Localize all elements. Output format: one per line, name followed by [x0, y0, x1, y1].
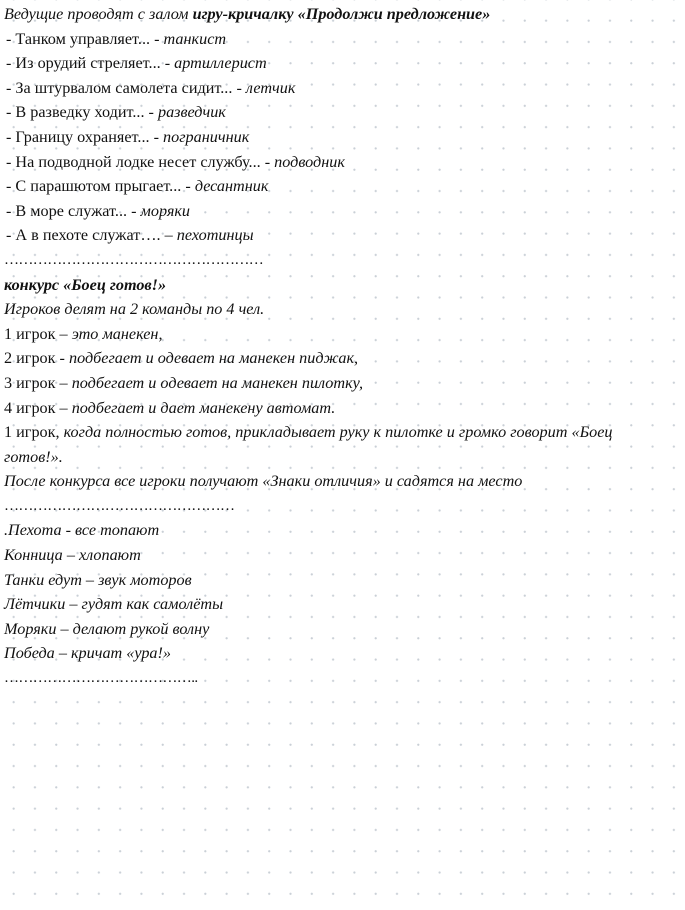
game-answer: разведчик [157, 103, 226, 122]
player-action: когда полностью готов, прикладывает руку к пилотке и громко говорит «Боец готов!». [4, 423, 613, 466]
game-question: - Из орудий стреляет... - [6, 54, 175, 73]
intro-game-name: игру-кричалку «Продолжи предложение» [192, 5, 491, 23]
game-question: - За штурвалом самолета сидит... - [6, 78, 246, 97]
chant-line: .Пехота - все топают [4, 521, 160, 540]
game-question: - А в пехоте служат…. – [6, 226, 177, 245]
player-number: 1 игрок, [4, 423, 64, 442]
chant-line: Танки едут – звук моторов [4, 570, 192, 589]
game-question: - В разведку ходит... - [6, 103, 158, 122]
chant-line: Лётчики – гудят как самолёты [4, 595, 224, 614]
game-answer: летчик [245, 78, 296, 97]
game-answer: танкист [163, 29, 227, 48]
game-line [4, 125, 680, 150]
separator-dots: ………………………………………… [4, 497, 235, 514]
player-number: 2 игрок [4, 349, 60, 368]
player-line [4, 396, 680, 421]
contest-after: После конкурса все игроки получают «Знаки отличия» и садятся на место [4, 472, 523, 491]
game-question: - Танком управляет... - [6, 29, 164, 48]
game-answer: десантник [194, 177, 269, 196]
separator-dots: ………………………………….. [4, 670, 198, 687]
game-line [4, 174, 680, 199]
game-answer: подводник [274, 152, 345, 171]
player-action: – подбегает и одевает на манекен пилотку, [55, 373, 364, 392]
game-line [4, 51, 680, 76]
game-question: - В море служат... - [6, 201, 141, 220]
player-line [4, 371, 680, 396]
document-body [4, 2, 680, 691]
chant-line: Моряки – делают рукой волну [4, 619, 210, 638]
game-line [4, 76, 680, 101]
player-line [4, 322, 680, 347]
game-line [4, 100, 680, 125]
game-question: - С парашютом прыгает... - [6, 177, 195, 196]
game-line [4, 150, 680, 175]
game-question: - На подводной лодке несет службу... - [6, 152, 275, 171]
game-answer: пограничник [163, 127, 250, 146]
game-line [4, 27, 680, 52]
player-number: 4 игрок [4, 398, 56, 417]
game-line [4, 199, 680, 224]
game-answer: пехотинцы [176, 226, 254, 245]
contest-title: конкурс «Боец готов!» [4, 275, 167, 294]
intro-line [4, 2, 680, 27]
player-action: - подбегает и одевает на манекен пиджак, [59, 349, 359, 368]
player-action: – подбегает и дает манекену автомат. [55, 398, 336, 417]
separator-dots: ……………………………………………… [4, 251, 264, 268]
game-line [4, 223, 680, 248]
player-number: 1 игрок [4, 324, 56, 343]
final-player-line [4, 420, 672, 469]
chant-line: Победа – кричат «ура!» [4, 644, 172, 663]
player-number: 3 игрок [4, 373, 56, 392]
chant-line: Конница – хлопают [4, 546, 141, 565]
game-answer: артиллерист [174, 54, 267, 73]
contest-teams: Игроков делят на 2 команды по 4 чел. [4, 300, 265, 319]
game-question: - Границу охраняет... - [6, 127, 164, 146]
player-line [4, 346, 680, 371]
player-action: – это манекен, [55, 324, 163, 343]
game-answer: моряки [140, 201, 191, 220]
intro-prefix: Ведущие проводят с залом [4, 5, 193, 23]
